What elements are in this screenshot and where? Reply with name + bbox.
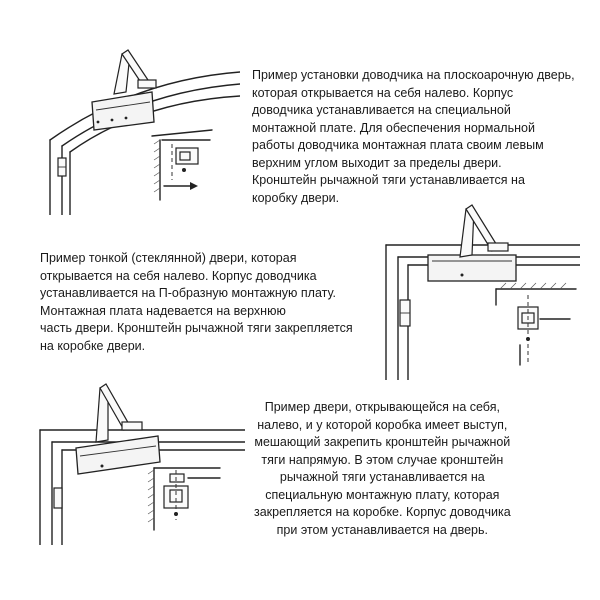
caption-frame-protrusion: Пример двери, открывающейся на себя, налево, и у которой коробка имеет выступ, мешающий закрепить кронштейн рычажной тяги напрямую. В этом случае кронштейн рычажной тяги устанавливается на специальную монтажную плату, которая закрепляется на коробке. Корпус доводчика при этом устанавливается на дверь. xyxy=(254,400,511,537)
detail-inset-3 xyxy=(148,468,220,530)
frame-protrusion-door-diagram xyxy=(30,370,245,545)
detail-inset-2 xyxy=(496,283,576,365)
arched-door-diagram xyxy=(40,40,240,215)
caption-glass-door: Пример тонкой (стеклянной) двери, которая открывается на себя налево. Корпус доводчика устанавливается на П-образную монтажную плату. Монтажная плата надевается на верхнюю часть двери. Кронштейн рычажной тяги закрепляется на коробке двери. xyxy=(40,251,353,353)
detail-inset-1 xyxy=(152,130,212,200)
glass-door-diagram xyxy=(380,195,580,380)
caption-arched-door: Пример установки доводчика на плоскоарочную дверь, которая открывается на себя налево. Корпус доводчика устанавливается на специальной монтажной плате. Для обеспечения нормальной работы доводчика монтажная плата своим левым верхним углом выходит за пределы двери. Кронштейн рычажной тяги устанавливается на коробку двери. xyxy=(252,68,575,205)
